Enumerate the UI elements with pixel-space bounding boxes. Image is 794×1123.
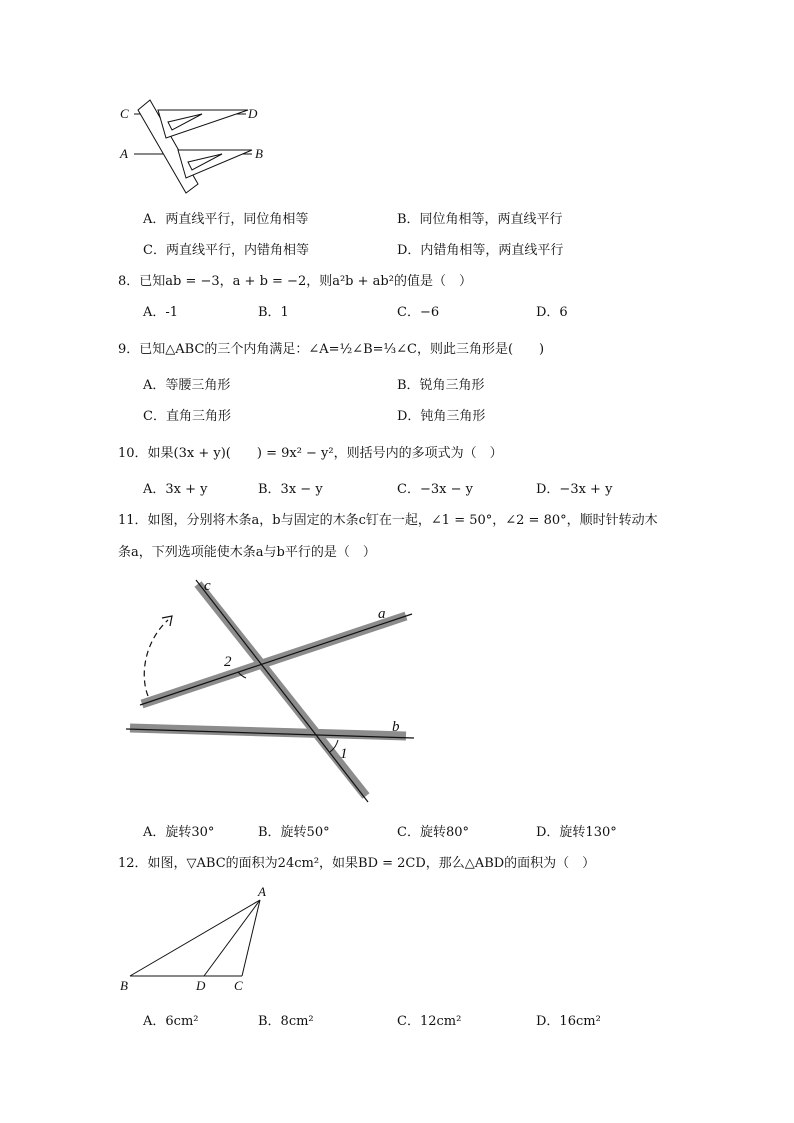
q11-option-b: B．旋转50° (258, 825, 330, 840)
q11-option-a: A．旋转30° (143, 825, 215, 840)
q12-stem: 12．如图，▽ABC的面积为24cm²，如果BD = 2CD，那么△ABD的面积为（ ） (118, 856, 596, 871)
q11-label-b: b (392, 719, 400, 735)
q10-option-c: C．−3x − y (397, 482, 473, 497)
q7-label-c: C (120, 106, 129, 121)
q10-stem: 10．如果(3x + y)( ) = 9x² − y²，则括号内的多项式为（ ） (118, 446, 503, 461)
q12-label-c: C (234, 978, 243, 993)
q10-option-b: B．3x − y (258, 482, 323, 497)
q10-option-a: A．3x + y (143, 482, 208, 497)
q9-option-c: C．直角三角形 (143, 409, 231, 424)
q9-stem: 9．已知△ABC的三个内角满足：∠A=½∠B=⅓∠C，则此三角形是( ) (118, 342, 545, 357)
q11-figure (120, 572, 420, 808)
q11-stem-line2: 条a，下列选项能使木条a与b平行的是（ ） (118, 545, 376, 560)
q11-option-d: D．旋转130° (536, 825, 617, 840)
q7-figure (110, 92, 280, 202)
q12-option-b: B．8cm² (258, 1014, 314, 1029)
q12-label-a: A (258, 884, 266, 899)
q12-option-a: A．6cm² (143, 1014, 199, 1029)
q8-option-d: D．6 (536, 305, 568, 320)
q8-option-b: B．1 (258, 305, 289, 320)
q11-stem-line1: 11．如图，分别将木条a，b与固定的木条c钉在一起，∠1 = 50°，∠2 = 80°，顺时针转动木 (118, 513, 658, 528)
q12-option-d: D．16cm² (536, 1014, 601, 1029)
q7-label-a: A (120, 146, 128, 161)
q9-option-d: D．钝角三角形 (397, 409, 486, 424)
q12-label-d: D (196, 978, 206, 993)
q7-option-b: B．同位角相等，两直线平行 (397, 212, 563, 227)
q11-label-a: a (378, 606, 386, 622)
q7-label-b: B (255, 146, 263, 161)
q11-option-c: C．旋转80° (397, 825, 469, 840)
q8-stem: 8．已知ab = −3，a + b = −2，则a²b + ab²的值是（ ） (118, 274, 472, 289)
q7-option-d: D．内错角相等，两直线平行 (397, 243, 564, 258)
q9-option-a: A．等腰三角形 (143, 378, 231, 393)
q12-figure (116, 882, 276, 994)
q7-option-a: A．两直线平行，同位角相等 (143, 212, 309, 227)
q11-label-c: c (204, 578, 211, 594)
q7-label-d: D (248, 106, 258, 121)
q8-option-c: C．−6 (397, 305, 440, 320)
q9-option-b: B．锐角三角形 (397, 378, 485, 393)
q8-option-a: A．-1 (143, 305, 179, 320)
q12-option-c: C．12cm² (397, 1014, 462, 1029)
q12-label-b: B (120, 978, 128, 993)
q11-label-angle1: 1 (340, 746, 348, 762)
q7-option-c: C．两直线平行，内错角相等 (143, 243, 309, 258)
q11-label-angle2: 2 (224, 654, 232, 670)
q10-option-d: D．−3x + y (536, 482, 613, 497)
